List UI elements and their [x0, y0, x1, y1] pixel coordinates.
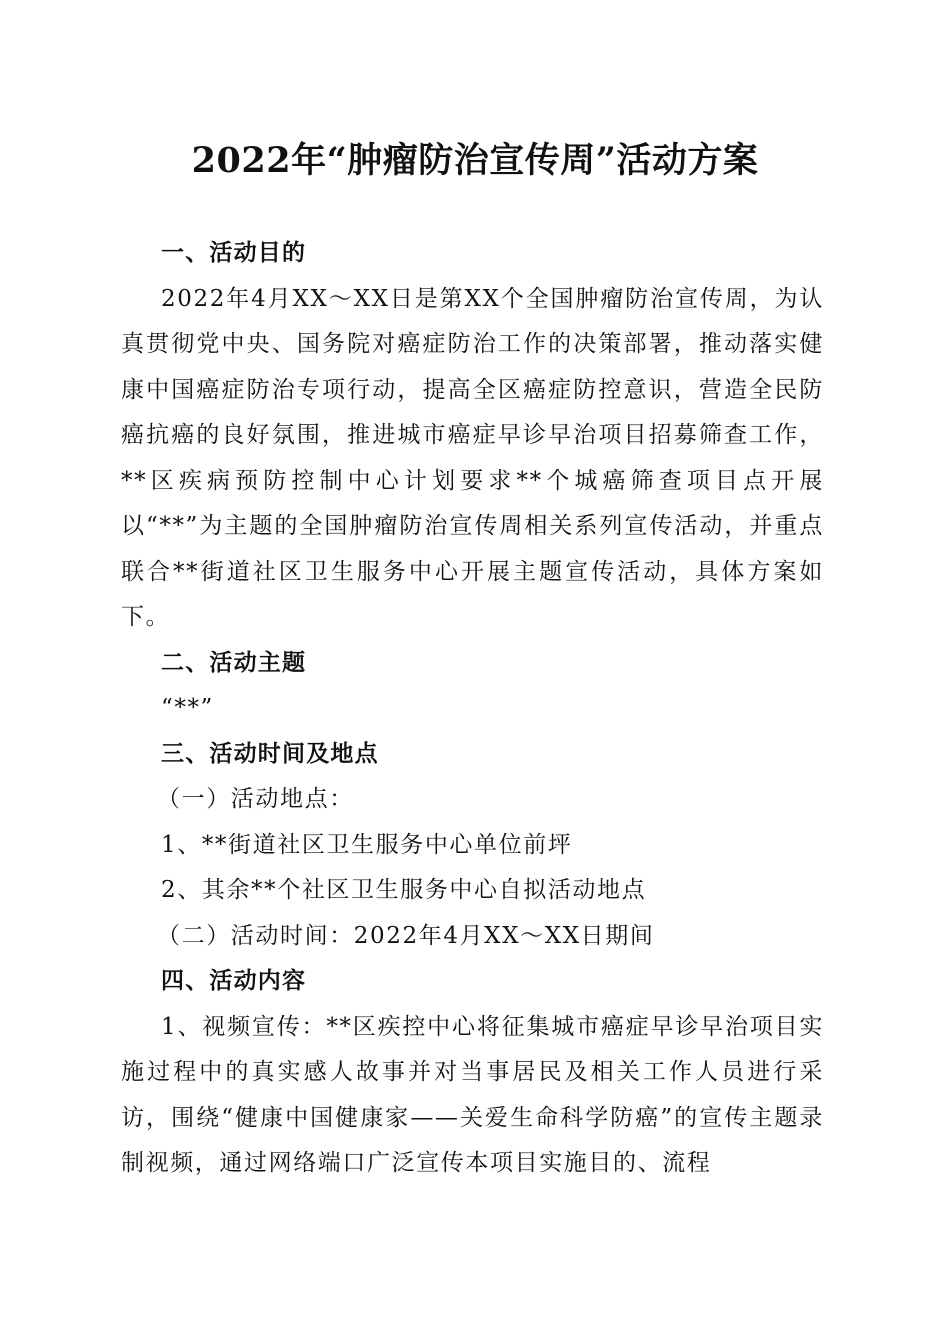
section-heading-purpose: 一、活动目的	[161, 240, 307, 266]
theme-value: “**”	[161, 695, 214, 721]
place-item: 2、其余**个社区卫生服务中心自拟活动地点	[161, 877, 647, 903]
document-body	[121, 231, 824, 1187]
section-heading-content: 四、活动内容	[161, 968, 307, 994]
purpose-paragraph: 2022年4月XX～XX日是第XX个全国肿瘤防治宣传周，为认真贯彻党中央、国务院对癌症防治工作的决策部署，推动落实健康中国癌症防治专项行动，提高全区癌症防控意识，营造全民防癌抗癌的良好氛围，推进城市癌症早诊早治项目招募筛查工作，**区疾病预防控制中心计划要求**个城癌筛查项目点开展以“**”为主题的全国肿瘤防治宣传周相关系列宣传活动，并重点联合**街道社区卫生服务中心开展主题宣传活动，具体方案如下。	[121, 285, 824, 630]
content-paragraph: 1、视频宣传：**区疾控中心将征集城市癌症早诊早治项目实施过程中的真实感人故事并对当事居民及相关工作人员进行采访，围绕“健康中国健康家——关爱生命科学防癌”的宣传主题录制视频，通过网络端口广泛宣传本项目实施目的、流程	[121, 1013, 824, 1176]
section-heading-theme: 二、活动主题	[161, 649, 307, 676]
time-line: （二）活动时间：2022年4月XX～XX日期间	[157, 922, 655, 949]
section-heading-time-place: 三、活动时间及地点	[161, 740, 379, 767]
place-label: （一）活动地点：	[157, 786, 354, 812]
place-item: 1、**街道社区卫生服务中心单位前坪	[161, 831, 573, 858]
document-title: 2022年“肿瘤防治宣传周”活动方案	[191, 140, 759, 181]
